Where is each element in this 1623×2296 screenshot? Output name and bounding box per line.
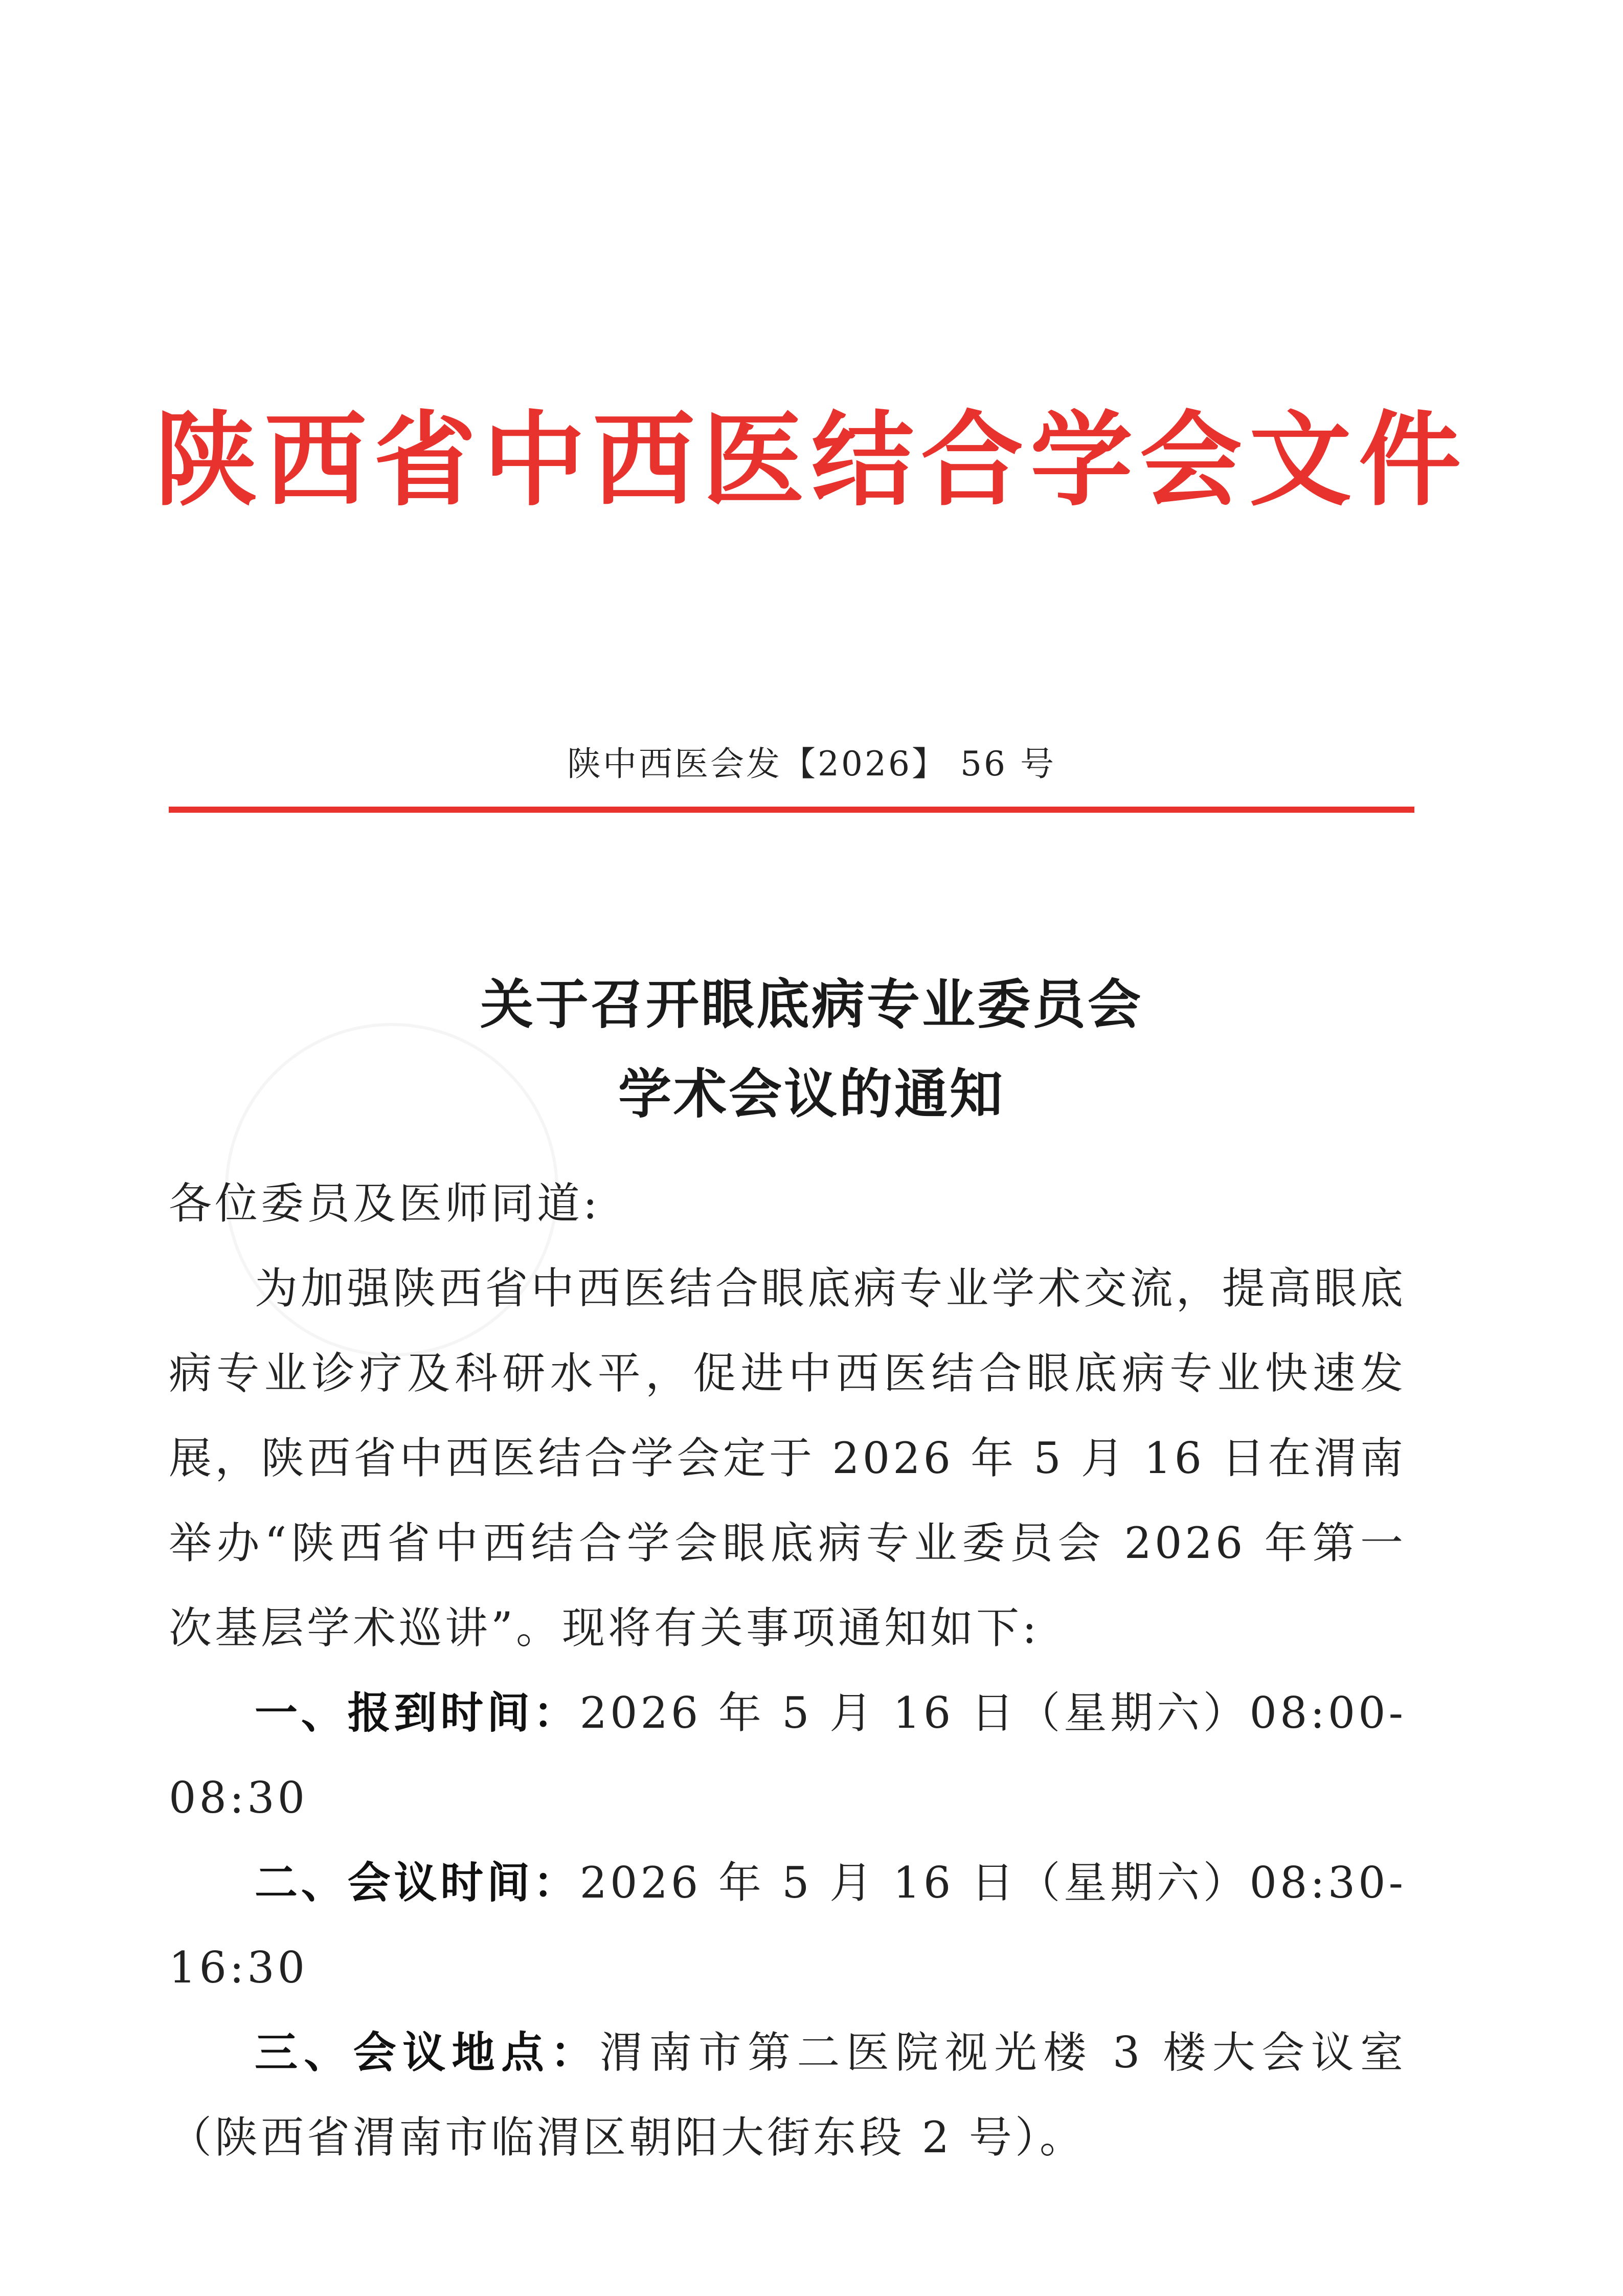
salutation: 各位委员及医师同道: [169,1178,601,1229]
intro-paragraph: 为加强陕西省中西医结合眼底病专业学术交流，提高眼底病专业诊疗及科研水平，促进中西医结合眼底病专业快速发展，陕西省中西医结合学会定于 2026 年 5 月 16 日在渭南举办“陕西省中西结合学会眼底病专业委员会 2026 年第一次基层学术巡讲”。现将有关事项通知如下: [169,1263,1406,1653]
item-text: 2026 年 5 月 16 日（星期六）08:00-08:30 [169,1688,1406,1823]
item-label: 三、会议地点： [255,2027,600,2078]
item-text: 渭南市第二医院视光楼 3 楼大会议室（陕西省渭南市临渭区朝阳大街东段 2 号）。 [169,2027,1406,2163]
item-text: 2026 年 5 月 16 日（星期六）08:30-16:30 [169,1858,1406,1993]
notice-title-line-2: 学术会议的通知 [618,1062,1005,1125]
item-registration-time [169,1670,1406,1840]
notice-title-line-1: 关于召开眼底病专业委员会 [480,973,1143,1036]
document-number: 陕中西医会发【2026】 56 号 [567,744,1056,784]
masthead-title: 陕西省中西医结合学会文件 [154,400,1468,520]
notice-body [169,1161,1406,2180]
item-meeting-location [169,2010,1406,2180]
item-label: 一、报到时间： [255,1687,580,1738]
item-label: 二、会议时间： [255,1857,580,1908]
item-meeting-time [169,1840,1406,2010]
red-divider-rule [169,807,1414,813]
